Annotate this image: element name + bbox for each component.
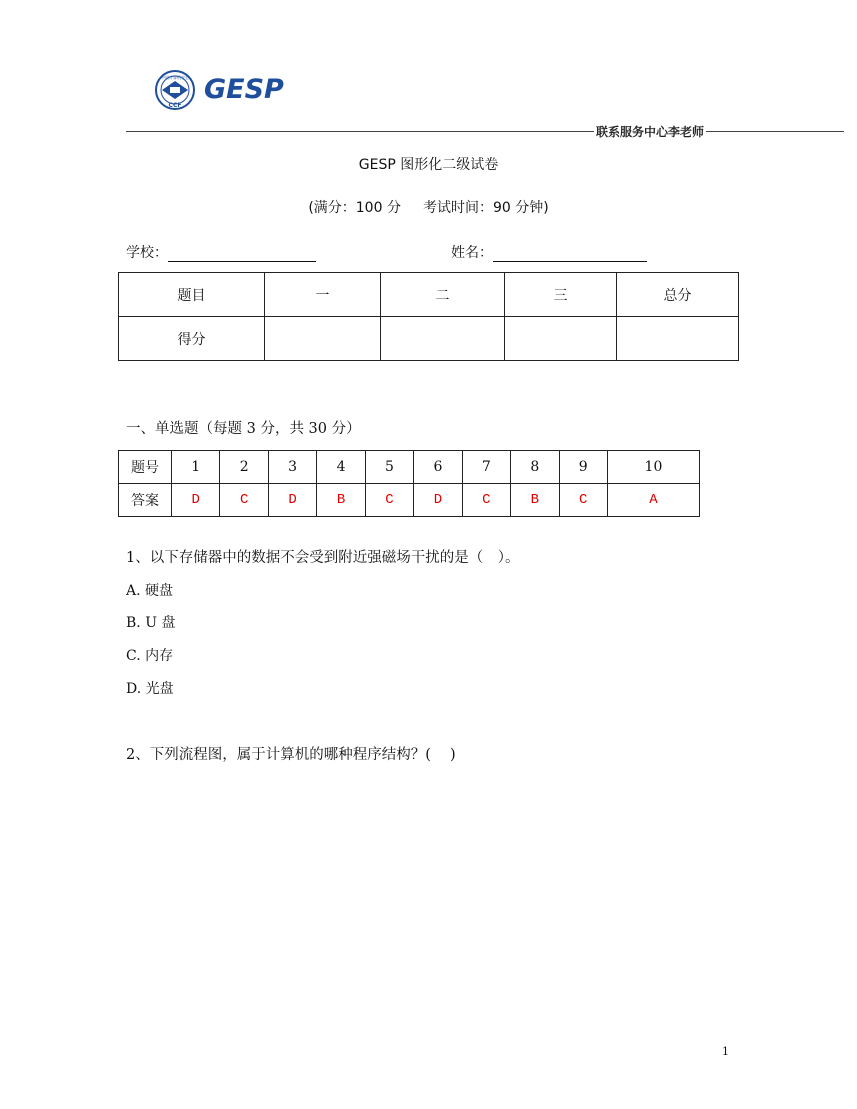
number-cell: 1 [172,451,220,484]
score-cell[interactable] [265,317,381,361]
header-dash-left [126,131,594,132]
score-header-cell: 三 [505,273,617,317]
score-cell[interactable] [617,317,739,361]
school-label: 学校： [126,245,168,261]
score-header-row [119,273,739,317]
score-table [118,272,739,361]
q1-option-c: C. 内存 [126,648,174,664]
question-1: 1、以下存储器中的数据不会受到附近强磁场干扰的是（ ）。 [126,550,520,566]
score-header-cell: 二 [381,273,505,317]
answer-row [119,484,700,517]
score-cell[interactable] [381,317,505,361]
gesp-wordmark: GESP [204,74,284,105]
number-cell: 3 [268,451,316,484]
seal-top-text: 中国计算机学会 [161,75,189,80]
answer-label: 答案 [119,484,172,517]
score-value-row [119,317,739,361]
exam-subtitle [0,197,857,217]
q1-option-b: B. U 盘 [126,615,176,631]
q1-option-d: D. 光盘 [126,681,174,697]
ccf-seal-icon [152,70,198,110]
school-blank[interactable] [168,245,316,262]
full-score: (满分：100 分 [308,200,401,216]
number-cell: 7 [462,451,510,484]
number-cell: 2 [220,451,268,484]
number-cell: 4 [317,451,365,484]
answer-number-row [119,451,700,484]
answer-cell: D [414,484,462,517]
q1-option-a: A. 硬盘 [126,583,174,599]
answer-cell: C [365,484,413,517]
exam-duration: 考试时间：90 分钟) [422,200,549,216]
number-cell: 6 [414,451,462,484]
score-header-cell: 题目 [119,273,265,317]
answer-cell: D [172,484,220,517]
answer-cell: B [317,484,365,517]
answer-table [118,450,700,517]
section1-heading: 一、单选题（每题 3 分，共 30 分） [126,421,361,437]
header-contact: 联系服务中心李老师 [595,124,704,139]
page-number: 1 [722,1045,729,1058]
answer-cell: C [559,484,607,517]
number-label: 题号 [119,451,172,484]
school-field [126,242,316,262]
answer-cell: B [511,484,559,517]
score-row-label: 得分 [119,317,265,361]
answer-cell: C [462,484,510,517]
answer-cell: C [220,484,268,517]
number-cell: 8 [511,451,559,484]
name-field [451,242,647,262]
seal-bottom-text: CCF [168,102,182,109]
name-label: 姓名： [451,245,493,261]
header-rule [126,120,844,142]
header-dash-right [706,131,844,132]
number-cell: 5 [365,451,413,484]
score-header-cell: 一 [265,273,381,317]
answer-cell: A [607,484,699,517]
number-cell: 10 [607,451,699,484]
score-cell[interactable] [505,317,617,361]
question-2: 2、下列流程图，属于计算机的哪种程序结构？( ) [126,747,456,763]
number-cell: 9 [559,451,607,484]
answer-cell: D [268,484,316,517]
exam-title: GESP 图形化二级试卷 [358,157,499,173]
gesp-logo [152,70,294,110]
score-header-cell: 总分 [617,273,739,317]
name-blank[interactable] [493,245,647,262]
